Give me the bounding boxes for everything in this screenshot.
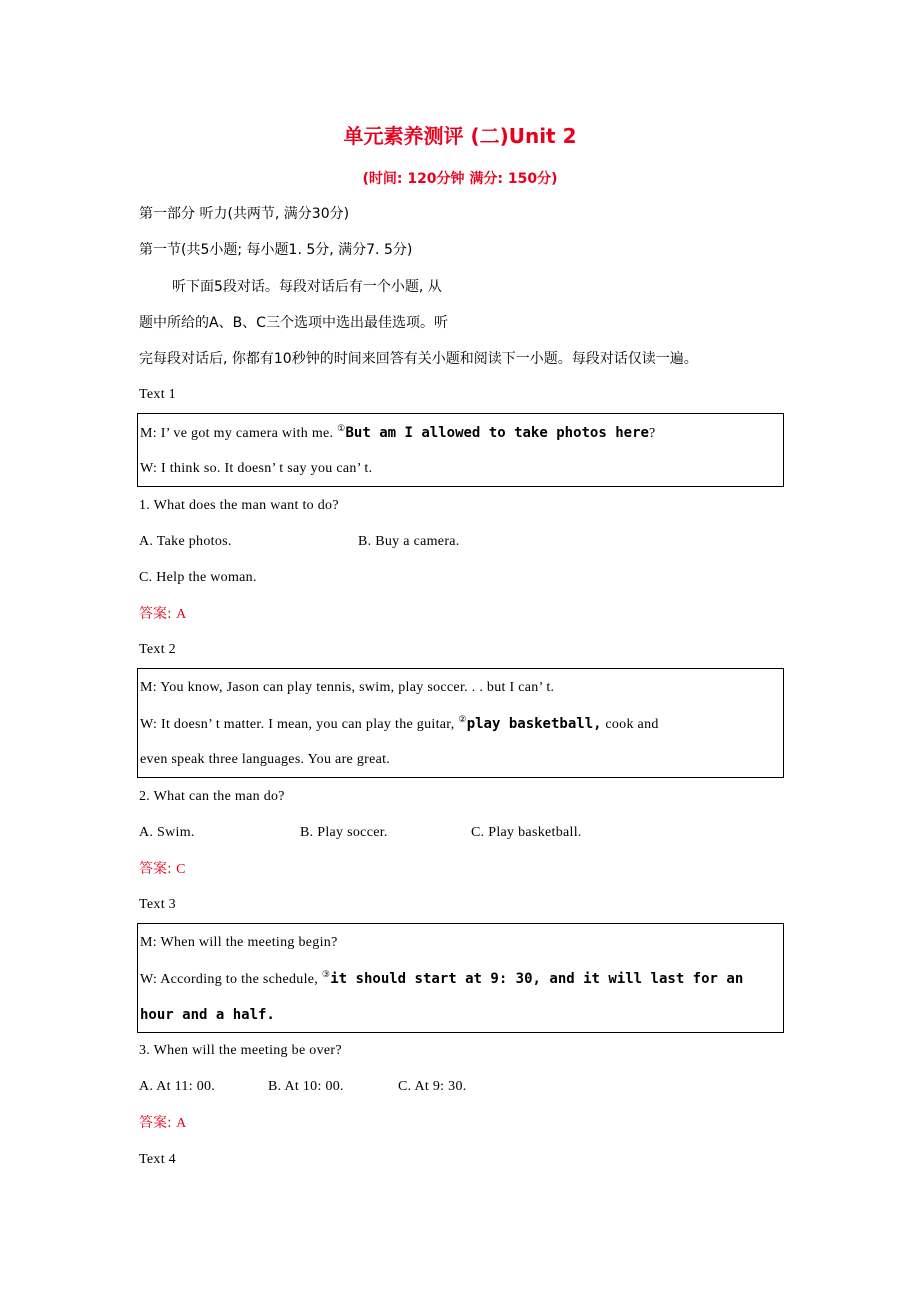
text-3-man-line: M: When will the meeting begin?	[140, 935, 338, 950]
text-2-man-line: M: You know, Jason can play tennis, swim, play soccer. . . but I can’ t.	[140, 680, 555, 695]
question-1-options-row	[139, 532, 839, 552]
text-1-man-line: M: I’ ve got my camera with me. ①But am I allowed to take photos here?	[140, 423, 656, 441]
text-2-label: Text 2	[139, 642, 176, 657]
text-4-label: Text 4	[139, 1152, 176, 1167]
option-1c: C. Help the woman.	[139, 570, 257, 585]
text-2-woman-line: W: It doesn’ t matter. I mean, you can play the guitar, ②play basketball, cook and	[140, 714, 659, 732]
option-3b: B. At 10: 00.	[268, 1079, 344, 1094]
text-1-woman-line: W: I think so. It doesn’ t say you can’ t.	[140, 461, 373, 476]
section1-heading: 第一节(共5小题; 每小题1. 5分, 满分7. 5分)	[139, 242, 413, 258]
instruction-line-2: 题中所给的A、B、C三个选项中选出最佳选项。听	[139, 315, 448, 331]
option-2c: C. Play basketball.	[471, 825, 582, 840]
text-1-dialogue-box	[137, 413, 784, 487]
option-2a: A. Swim.	[139, 825, 195, 840]
page-title: 单元素养测评 (二)Unit 2	[343, 124, 577, 148]
question-3: 3. When will the meeting be over?	[139, 1043, 342, 1058]
question-2: 2. What can the man do?	[139, 789, 285, 804]
answer-2: 答案: C	[139, 861, 186, 877]
text-2-woman-line-cont: even speak three languages. You are great.	[140, 752, 391, 767]
part1-heading: 第一部分 听力(共两节, 满分30分)	[139, 206, 350, 222]
page-subtitle: (时间: 120分钟 满分: 150分)	[362, 171, 558, 187]
answer-3: 答案: A	[139, 1115, 187, 1131]
text-3-woman-line: W: According to the schedule, ③it should start at 9: 30, and it will last for an	[140, 969, 744, 987]
text-3-dialogue-box	[137, 923, 784, 1033]
question-2-options-row	[139, 823, 839, 843]
instruction-line-1: 听下面5段对话。每段对话后有一个小题, 从	[172, 279, 442, 295]
text-1-label: Text 1	[139, 387, 176, 402]
option-1b: B. Buy a camera.	[358, 534, 460, 549]
option-3a: A. At 11: 00.	[139, 1079, 216, 1094]
text-3-woman-line-cont: hour and a half.	[140, 1007, 275, 1023]
option-3c: C. At 9: 30.	[398, 1079, 467, 1094]
question-1: 1. What does the man want to do?	[139, 498, 339, 513]
option-1a: A. Take photos.	[139, 534, 232, 549]
question-3-options-row	[139, 1077, 839, 1097]
option-2b: B. Play soccer.	[300, 825, 388, 840]
text-2-dialogue-box	[137, 668, 784, 778]
instruction-line-3: 完每段对话后, 你都有10秒钟的时间来回答有关小题和阅读下一小题。每段对话仅读一遍。	[139, 351, 698, 367]
text-3-label: Text 3	[139, 897, 176, 912]
answer-1: 答案: A	[139, 606, 187, 622]
